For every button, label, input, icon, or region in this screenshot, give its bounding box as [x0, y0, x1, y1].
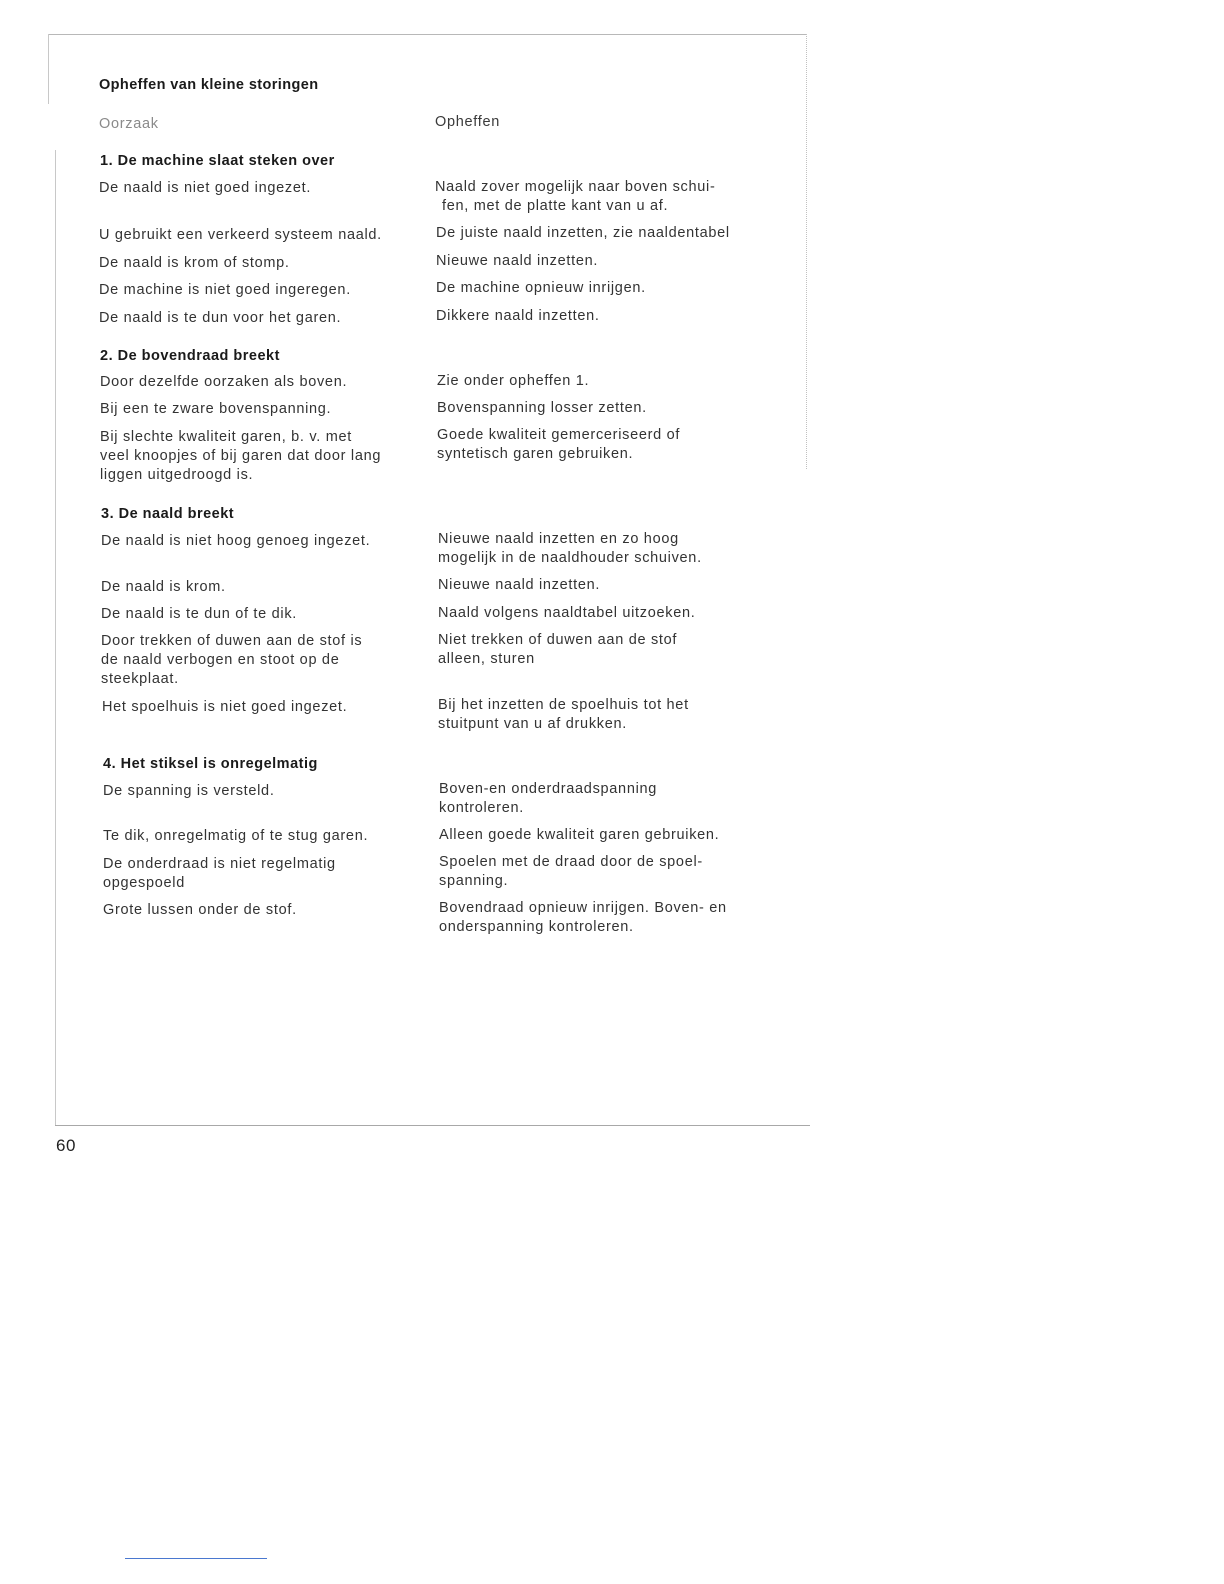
section-heading-1: 1. De machine slaat steken over [100, 153, 335, 169]
page-title: Opheffen van kleine storingen [99, 77, 319, 93]
cause-cell: De machine is niet goed ingeregen. [99, 282, 351, 298]
remedy-cell: Boven-en onderdraadspanning [439, 781, 658, 797]
cause-cell: De naald is krom. [101, 579, 226, 595]
remedy-cell: Bovendraad opnieuw inrijgen. Boven- en [439, 900, 727, 916]
remedy-cell: mogelijk in de naaldhouder schuiven. [438, 550, 702, 566]
remedy-cell: Bij het inzetten de spoelhuis tot het [438, 697, 689, 713]
page-frame-top [48, 34, 806, 35]
cause-cell: De naald is niet hoog genoeg ingezet. [101, 533, 371, 549]
page-frame-right [806, 34, 807, 469]
cause-cell: Bij slechte kwaliteit garen, b. v. met [100, 429, 352, 445]
remedy-cell: Naald volgens naaldtabel uitzoeken. [438, 605, 696, 621]
cause-cell: veel knoopjes of bij garen dat door lang [100, 448, 382, 464]
column-header-cause: Oorzaak [99, 116, 159, 132]
cause-cell: Door trekken of duwen aan de stof is [101, 633, 363, 649]
remedy-cell: Nieuwe naald inzetten. [436, 253, 599, 269]
remedy-cell: Spoelen met de draad door de spoel- [439, 854, 703, 870]
section-heading-3: 3. De naald breekt [101, 506, 235, 522]
remedy-cell: stuitpunt van u af drukken. [438, 716, 627, 732]
column-header-remedy: Opheffen [435, 114, 500, 130]
cause-cell: De onderdraad is niet regelmatig [103, 856, 336, 872]
remedy-cell: fen, met de platte kant van u af. [442, 198, 669, 214]
page-frame-left [48, 34, 49, 104]
footer-line [125, 1558, 267, 1559]
cause-cell: liggen uitgedroogd is. [100, 467, 254, 483]
remedy-cell: spanning. [439, 873, 509, 889]
remedy-cell: alleen, sturen [438, 651, 535, 667]
remedy-cell: Goede kwaliteit gemerceriseerd of [437, 427, 681, 443]
cause-cell: Bij een te zware bovenspanning. [100, 401, 332, 417]
remedy-cell: Alleen goede kwaliteit garen gebruiken. [439, 827, 720, 843]
remedy-cell: Dikkere naald inzetten. [436, 308, 600, 324]
remedy-cell: De juiste naald inzetten, zie naaldentabel [436, 225, 730, 241]
page-number: 60 [56, 1136, 76, 1155]
page-frame-left-lower [55, 150, 56, 1125]
remedy-cell: Zie onder opheffen 1. [437, 373, 590, 389]
remedy-cell: Bovenspanning losser zetten. [437, 400, 647, 416]
cause-cell: De spanning is versteld. [103, 783, 275, 799]
section-heading-2: 2. De bovendraad breekt [100, 348, 280, 364]
remedy-cell: Naald zover mogelijk naar boven schui- [435, 179, 716, 195]
remedy-cell: Niet trekken of duwen aan de stof [438, 632, 678, 648]
cause-cell: Het spoelhuis is niet goed ingezet. [102, 699, 348, 715]
cause-cell: steekplaat. [101, 671, 179, 687]
cause-cell: De naald is te dun voor het garen. [99, 310, 342, 326]
cause-cell: Te dik, onregelmatig of te stug garen. [103, 828, 369, 844]
remedy-cell: Nieuwe naald inzetten en zo hoog [438, 531, 679, 547]
cause-cell: De naald is krom of stomp. [99, 255, 290, 271]
cause-cell: opgespoeld [103, 875, 185, 891]
section-heading-4: 4. Het stiksel is onregelmatig [103, 756, 318, 772]
remedy-cell: Nieuwe naald inzetten. [438, 577, 601, 593]
remedy-cell: onderspanning kontroleren. [439, 919, 634, 935]
remedy-cell: syntetisch garen gebruiken. [437, 446, 634, 462]
page-frame-bottom [55, 1125, 810, 1126]
cause-cell: Grote lussen onder de stof. [103, 902, 297, 918]
remedy-cell: De machine opnieuw inrijgen. [436, 280, 646, 296]
cause-cell: de naald verbogen en stoot op de [101, 652, 340, 668]
remedy-cell: kontroleren. [439, 800, 524, 816]
cause-cell: De naald is te dun of te dik. [101, 606, 298, 622]
cause-cell: U gebruikt een verkeerd systeem naald. [99, 227, 382, 243]
cause-cell: Door dezelfde oorzaken als boven. [100, 374, 348, 390]
cause-cell: De naald is niet goed ingezet. [99, 180, 312, 196]
